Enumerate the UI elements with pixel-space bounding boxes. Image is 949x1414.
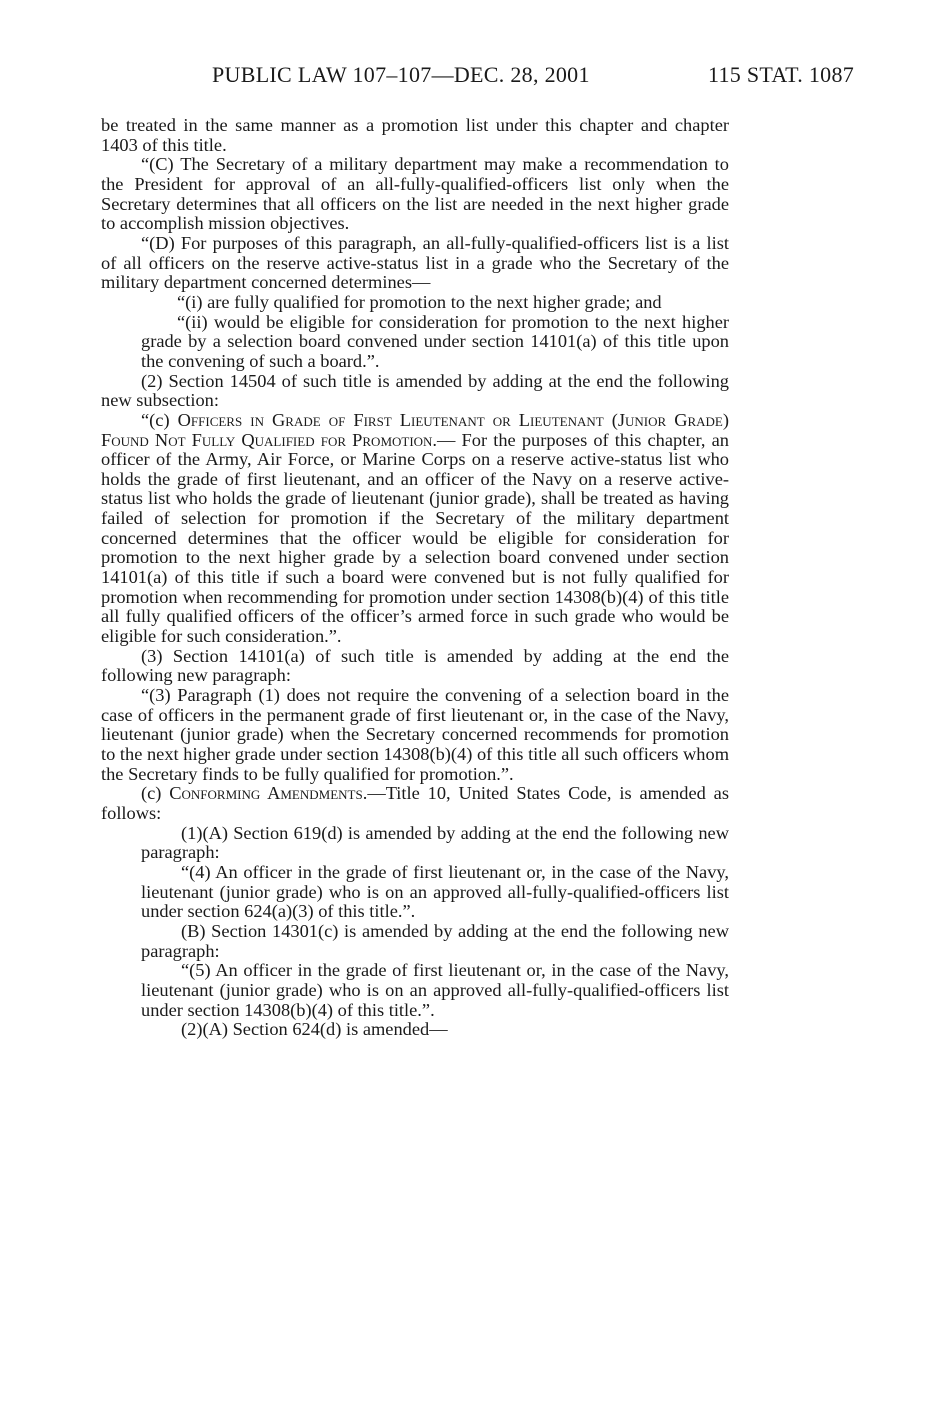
clause-i: “(i) are fully qualified for promotion to the next higher grade; and [177,291,662,312]
paragraph-2-section-14504: (2) Section 14504 of such title is amended by adding at the end the following new subsection: [101,370,729,411]
new-paragraph-5: “(5) An officer in the grade of first lieutenant or, in the case of the Navy, lieutenant (junior grade) who is on an approved all-fully-qualified-officers list under section 14308(b)(4) of this title.”. [141,960,729,1020]
paragraph-conforming-amendments [101,784,729,823]
new-paragraph-4: “(4) An officer in the grade of first lieutenant or, in the case of the Navy, lieutenant (junior grade) who is on an approved all-fully-qualified-officers list under section 624(a)(3) of this title.”. [141,861,729,922]
conforming-amendments-heading: Conforming Amendments. [169,783,368,804]
paragraph-subpara-d: “(D) For purposes of this paragraph, an all-fully-qualified-officers list is a list of all officers on the reserve active-status list in a grade who the Secretary of the military department concerned determines— [101,232,729,293]
paragraph-continuation: be treated in the same manner as a promotion list under this chapter and chapter 1403 of this title. [101,115,729,155]
running-header-page-number: 115 STAT. 1087 [708,62,855,87]
subsection-c-heading: Officers in Grade of First Lieutenant or Lieutenant (Junior Grade) Found Not Fully Qualified for Promotion. [101,409,729,450]
subsection-c-text: — For the purposes of this chapter, an officer of the Army, Air Force, or Marine Corps on a reserve active-status list who holds the grade of first lieutenant, and an officer of the Navy on a reserve active-status list who holds the grade of lieutenant (junior grade), shall be treated as having failed of selection for promotion if the Secretary of the military department concerned determines that the officer would be eligible for consideration for promotion to the next higher grade by a selection board convened under section 14101(a) of this title if such a board were convened but is not fully qualified for promotion when recommending for promotion under section 14308(b)(4) of this title all fully qualified officers of the officer’s armed force in such grade who would be eligible for such consideration.”. [101,429,729,647]
paragraph-subpara-c: “(C) The Secretary of a military department may make a recommendation to the President for approval of an all-fully-qualified-officers list only when the Secretary determines that all officers on the list are needed in the next higher grade to accomplish mission objectives. [101,154,729,234]
subsection-c-designation: “(c) [141,409,170,430]
paragraph-new-paragraph-3: “(3) Paragraph (1) does not require the convening of a selection board in the case of officers in the permanent grade of first lieutenant or, in the case of the Navy, lieutenant (junior grade) when the Secretary concerned recommends for promotion to the next higher grade under section 14308(b)(4) of this title all such officers whom the Secretary finds to be fully qualified for promotion.”. [101,685,729,784]
amendment-2a-section-624d: (2)(A) Section 624(d) is amended— [181,1019,448,1040]
amendment-1a-section-619d: (1)(A) Section 619(d) is amended by adding at the end the following new paragraph: [141,822,729,863]
clause-ii: “(ii) would be eligible for consideration for promotion to the next higher grade by a selection board convened under section 14101(a) of this title upon the convening of such a board.”. [141,311,729,371]
conforming-amendments-text: —Title 10, United States Code, is amended as follows: [101,783,729,823]
paragraph-3-section-14101: (3) Section 14101(a) of such title is amended by adding at the end the following new paragraph: [101,645,729,686]
subsection-c-conforming-designation: (c) [141,783,162,804]
paragraph-new-subsection-c [101,411,729,647]
running-header-title: PUBLIC LAW 107–107—DEC. 28, 2001 [212,62,590,87]
statute-body [101,116,729,1040]
amendment-1b-section-14301c: (B) Section 14301(c) is amended by adding at the end the following new paragraph: [141,920,729,961]
